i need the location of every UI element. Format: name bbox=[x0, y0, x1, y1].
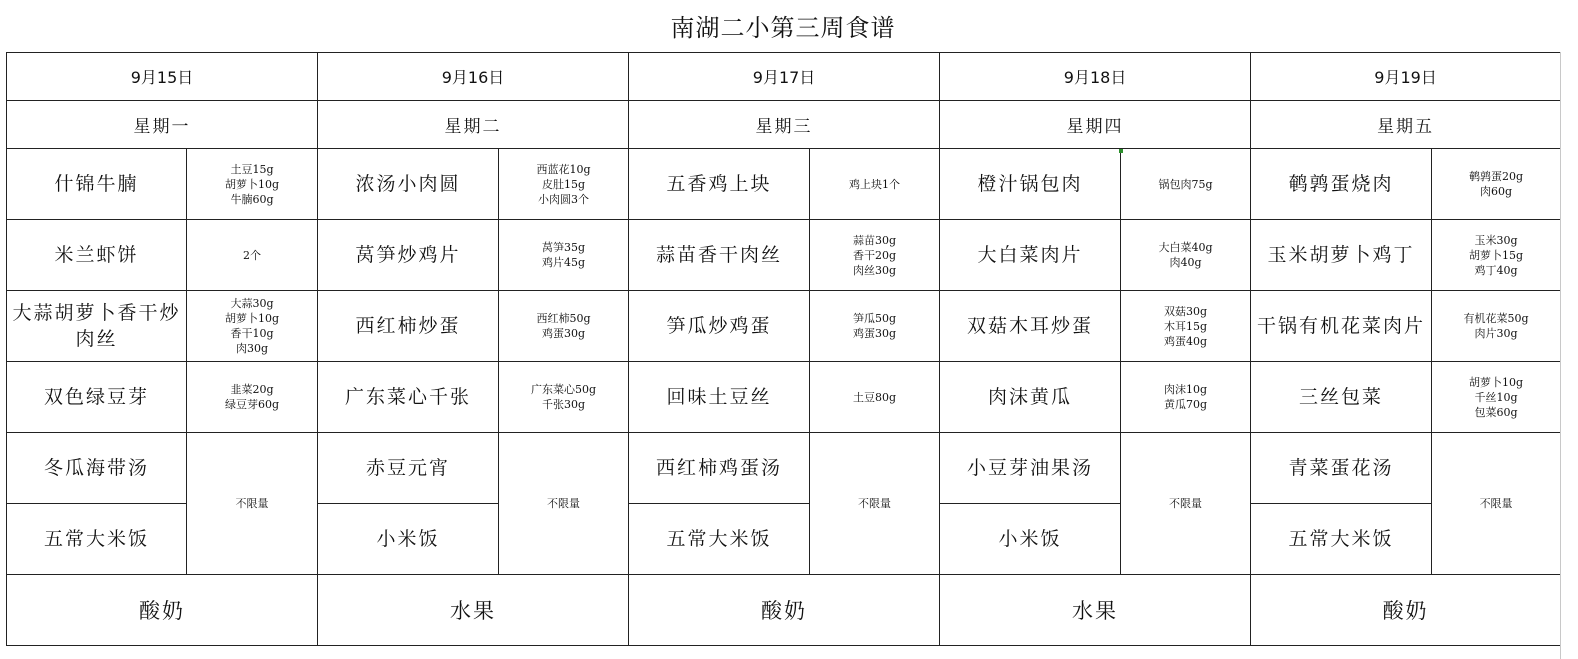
ingredient-amount: 小肉圆3个 bbox=[538, 192, 590, 206]
staple-cell: 小米饭 bbox=[318, 504, 499, 575]
dish-name-cell: 蒜苗香干肉丝 bbox=[629, 220, 810, 291]
ingredient-amount: 大蒜30g bbox=[230, 297, 274, 310]
ingredient-amount: 胡萝卜15g bbox=[1469, 248, 1524, 262]
ingredient-amounts-cell bbox=[1432, 220, 1561, 291]
weekday-cell: 星期五 bbox=[1251, 101, 1561, 149]
ingredient-amount: 鹌鹑蛋20g bbox=[1469, 170, 1524, 183]
ingredient-amount: 胡萝卜10g bbox=[1469, 375, 1524, 389]
soup-row bbox=[7, 433, 1561, 504]
ingredient-amounts-cell bbox=[1432, 291, 1561, 362]
ingredient-amount: 鸡上块1个 bbox=[849, 177, 901, 191]
ingredient-amount: 千张30g bbox=[542, 398, 586, 411]
dish-name-cell: 肉沫黄瓜 bbox=[940, 362, 1121, 433]
dish-name-cell: 大白菜肉片 bbox=[940, 220, 1121, 291]
snack-row bbox=[7, 575, 1561, 646]
ingredient-amount: 绿豆芽60g bbox=[224, 398, 280, 411]
ingredient-amounts-cell bbox=[187, 362, 318, 433]
ingredient-amount: 黄瓜70g bbox=[1164, 398, 1208, 411]
dish-name-cell: 浓汤小肉圆 bbox=[318, 149, 499, 220]
date-cell: 9月15日 bbox=[7, 53, 318, 101]
ingredient-amount: 莴笋35g bbox=[542, 241, 586, 254]
ingredient-amount: 2个 bbox=[243, 248, 261, 262]
dish-name-cell: 笋瓜炒鸡蛋 bbox=[629, 291, 810, 362]
date-cell: 9月16日 bbox=[318, 53, 629, 101]
ingredient-amount: 香干20g bbox=[853, 248, 897, 262]
ingredient-amount: 西红柿50g bbox=[536, 312, 591, 325]
ingredient-amount: 鸡蛋30g bbox=[853, 327, 897, 340]
ingredient-amount: 有机花菜50g bbox=[1463, 312, 1529, 325]
ingredient-amounts-cell bbox=[810, 362, 940, 433]
dish-name-cell: 玉米胡萝卜鸡丁 bbox=[1251, 220, 1432, 291]
soup-cell: 青菜蛋花汤 bbox=[1251, 433, 1432, 504]
ingredient-amounts-cell bbox=[499, 220, 629, 291]
ingredient-amount: 玉米30g bbox=[1474, 233, 1518, 247]
dish-name-cell: 回味土豆丝 bbox=[629, 362, 810, 433]
menu-sheet bbox=[6, 0, 1560, 646]
ingredient-amount: 韭菜20g bbox=[230, 383, 274, 396]
staple-cell: 五常大米饭 bbox=[7, 504, 187, 575]
ingredient-amount: 笋瓜50g bbox=[853, 312, 897, 325]
weekday-cell: 星期三 bbox=[629, 101, 940, 149]
menu-table bbox=[6, 52, 1561, 646]
ingredient-amount: 千丝10g bbox=[1474, 390, 1518, 404]
ingredient-amount: 肉沫10g bbox=[1164, 383, 1208, 396]
soup-cell: 冬瓜海带汤 bbox=[7, 433, 187, 504]
dish-name-cell: 西红柿炒蛋 bbox=[318, 291, 499, 362]
ingredient-amount: 大白菜40g bbox=[1158, 241, 1213, 254]
snack-cell: 酸奶 bbox=[1251, 575, 1561, 646]
ingredient-amount: 肉30g bbox=[235, 342, 269, 355]
dish-name-cell: 米兰虾饼 bbox=[7, 220, 187, 291]
dish-name-cell: 三丝包菜 bbox=[1251, 362, 1432, 433]
sheet-edge-line bbox=[1560, 52, 1561, 659]
dish-name-cell: 双色绿豆芽 bbox=[7, 362, 187, 433]
ingredient-amount: 胡萝卜10g bbox=[224, 177, 280, 191]
ingredient-amount: 土豆15g bbox=[230, 162, 274, 176]
ingredient-amounts-cell bbox=[1121, 220, 1251, 291]
ingredient-amount: 蒜苗30g bbox=[853, 233, 897, 247]
ingredient-amounts-cell bbox=[499, 291, 629, 362]
unlimited-cell: 不限量 bbox=[499, 433, 629, 575]
main-dish-rows bbox=[7, 149, 1561, 433]
weekday-cell: 星期一 bbox=[7, 101, 318, 149]
weekday-cell: 星期二 bbox=[318, 101, 629, 149]
unlimited-cell: 不限量 bbox=[1121, 433, 1251, 575]
ingredient-amounts-cell bbox=[1432, 362, 1561, 433]
date-cell: 9月17日 bbox=[629, 53, 940, 101]
weekday-row bbox=[7, 101, 1561, 149]
weekday-cell: 星期四 bbox=[940, 101, 1251, 149]
date-row bbox=[7, 53, 1561, 101]
snack-cell: 水果 bbox=[318, 575, 629, 646]
date-cell: 9月18日 bbox=[940, 53, 1251, 101]
dish-name-cell: 干锅有机花菜肉片 bbox=[1251, 291, 1432, 362]
ingredient-amount: 鸡丁40g bbox=[1474, 263, 1518, 277]
ingredient-amounts-cell bbox=[1432, 149, 1561, 220]
dish-name-cell: 橙汁锅包肉 bbox=[940, 149, 1121, 220]
staple-cell: 小米饭 bbox=[940, 504, 1121, 575]
ingredient-amount: 鸡蛋30g bbox=[542, 327, 586, 340]
ingredient-amount: 西蓝花10g bbox=[536, 162, 591, 176]
soup-cell: 小豆芽油果汤 bbox=[940, 433, 1121, 504]
staple-cell: 五常大米饭 bbox=[629, 504, 810, 575]
staple-cell: 五常大米饭 bbox=[1251, 504, 1432, 575]
dish-row bbox=[7, 220, 1561, 291]
snack-cell: 酸奶 bbox=[7, 575, 318, 646]
unlimited-cell: 不限量 bbox=[1432, 433, 1561, 575]
dish-name-cell: 什锦牛腩 bbox=[7, 149, 187, 220]
snack-cell: 酸奶 bbox=[629, 575, 940, 646]
ingredient-amount: 广东菜心50g bbox=[531, 383, 597, 396]
dish-row bbox=[7, 291, 1561, 362]
dish-row bbox=[7, 362, 1561, 433]
ingredient-amounts-cell bbox=[499, 149, 629, 220]
ingredient-amount: 肉60g bbox=[1480, 185, 1513, 198]
ingredient-amount: 肉片30g bbox=[1474, 327, 1518, 340]
dish-name-cell: 鹌鹑蛋烧肉 bbox=[1251, 149, 1432, 220]
ingredient-amount: 木耳15g bbox=[1164, 319, 1208, 333]
dish-row bbox=[7, 149, 1561, 220]
soup-cell: 西红柿鸡蛋汤 bbox=[629, 433, 810, 504]
ingredient-amount: 皮肚15g bbox=[542, 177, 586, 191]
ingredient-amounts-cell bbox=[499, 362, 629, 433]
unlimited-cell: 不限量 bbox=[810, 433, 940, 575]
ingredient-amounts-cell bbox=[810, 220, 940, 291]
dish-name-cell: 广东菜心千张 bbox=[318, 362, 499, 433]
ingredient-amount: 香干10g bbox=[230, 327, 274, 340]
ingredient-amounts-cell bbox=[810, 149, 940, 220]
ingredient-amount: 锅包肉75g bbox=[1158, 177, 1213, 191]
ingredient-amounts-cell bbox=[187, 149, 318, 220]
ingredient-amounts-cell bbox=[1121, 149, 1251, 220]
ingredient-amounts-cell bbox=[1121, 291, 1251, 362]
ingredient-amount: 牛腩60g bbox=[230, 192, 274, 206]
dish-name-cell: 大蒜胡萝卜香干炒肉丝 bbox=[7, 291, 187, 362]
ingredient-amounts-cell bbox=[187, 291, 318, 362]
dish-name-cell: 莴笋炒鸡片 bbox=[318, 220, 499, 291]
ingredient-amount: 肉丝30g bbox=[853, 263, 897, 277]
cell-comment-marker bbox=[1119, 149, 1123, 153]
dish-name-cell: 五香鸡上块 bbox=[629, 149, 810, 220]
ingredient-amount: 土豆80g bbox=[853, 390, 897, 404]
ingredient-amount: 肉40g bbox=[1169, 256, 1202, 269]
page-title: 南湖二小第三周食谱 bbox=[670, 14, 896, 42]
ingredient-amount: 鸡片45g bbox=[542, 256, 586, 269]
unlimited-cell: 不限量 bbox=[187, 433, 318, 575]
ingredient-amount: 鸡蛋40g bbox=[1164, 334, 1208, 348]
soup-cell: 赤豆元宵 bbox=[318, 433, 499, 504]
ingredient-amounts-cell bbox=[1121, 362, 1251, 433]
ingredient-amount: 包菜60g bbox=[1474, 405, 1518, 419]
ingredient-amounts-cell bbox=[187, 220, 318, 291]
dish-name-cell: 双菇木耳炒蛋 bbox=[940, 291, 1121, 362]
snack-cell: 水果 bbox=[940, 575, 1251, 646]
ingredient-amount: 双菇30g bbox=[1164, 304, 1208, 318]
ingredient-amount: 胡萝卜10g bbox=[224, 312, 280, 325]
date-cell: 9月19日 bbox=[1251, 53, 1561, 101]
ingredient-amounts-cell bbox=[810, 291, 940, 362]
